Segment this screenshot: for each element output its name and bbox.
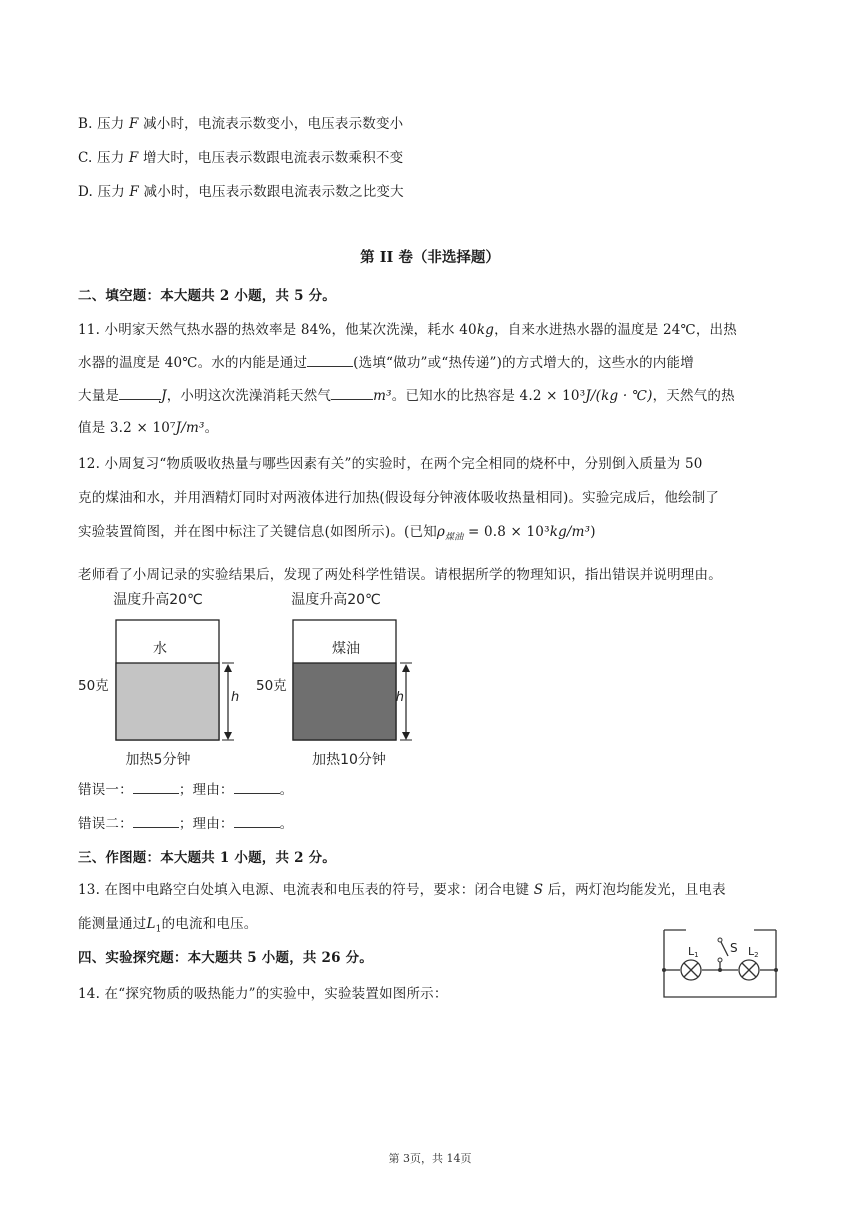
bottom-label-kerosene: 加热10分钟 bbox=[312, 752, 386, 768]
section2-heading: 二、填空题：本大题共 2 小题，共 5 分。 bbox=[78, 288, 336, 304]
option-b-text: 减小时，电流表示数变小，电压表示数变小 bbox=[138, 116, 404, 132]
error-line-2: 错误二： ；理由： 。 bbox=[78, 816, 294, 832]
label-switch: S bbox=[730, 941, 738, 955]
option-b-variable: F bbox=[129, 116, 139, 132]
q14-line1: 14. 在“探究物质的吸热能力”的实验中，实验装置如图所示： bbox=[78, 986, 448, 1002]
junction-dot bbox=[718, 968, 722, 972]
answer-blank[interactable] bbox=[133, 816, 179, 828]
answer-blank[interactable] bbox=[234, 782, 280, 794]
option-b-prefix: B. 压力 bbox=[78, 116, 129, 132]
arrow-head-up bbox=[224, 664, 232, 672]
height-label-water: h bbox=[231, 690, 240, 705]
section4-heading: 四、实验探究题：本大题共 5 小题，共 26 分。 bbox=[78, 950, 373, 966]
arrow-head-down bbox=[402, 732, 410, 740]
liquid-label-water: 水 bbox=[153, 641, 167, 657]
top-label-water: 温度升高20℃ bbox=[113, 592, 203, 608]
label-l2: L2 bbox=[748, 945, 759, 959]
arrow-head-down bbox=[224, 732, 232, 740]
q11-line2: 水器的温度是 40℃。水的内能是通过 (选填“做功”或“热传递”)的方式增大的，这些水的内能增 bbox=[78, 355, 694, 371]
answer-blank[interactable] bbox=[119, 388, 161, 400]
option-c-variable: F bbox=[128, 150, 139, 166]
switch-blade bbox=[720, 940, 728, 956]
label-l1: L1 bbox=[688, 945, 699, 959]
q12-line3: 实验装置简图，并在图中标注了关键信息(如图所示)。(已知$\rho_{煤油} = 0.8 \times 10^3kg/m^3$) bbox=[78, 524, 596, 543]
beaker-figure bbox=[74, 584, 414, 774]
beaker-water bbox=[78, 591, 239, 768]
mass-label-kerosene: 50克 bbox=[256, 678, 287, 694]
junction-dot bbox=[774, 968, 778, 972]
answer-blank[interactable] bbox=[307, 355, 353, 367]
option-c bbox=[78, 146, 403, 166]
q12-line2: 克的煤油和水，并用酒精灯同时对两液体进行加热(假设每分钟液体吸收热量相同)。实验完成后，他绘制了 bbox=[78, 490, 720, 506]
mass-label-water: 50克 bbox=[78, 678, 109, 694]
option-c-prefix: C. 压力 bbox=[78, 150, 129, 166]
junction-dot bbox=[662, 968, 666, 972]
q11-line1: 11. 小明家天然气热水器的热效率是 84%，他某次洗澡，耗水 40kg，自来水进热水器的温度是 24℃，出热 bbox=[78, 322, 737, 338]
option-d-variable: F bbox=[129, 184, 139, 200]
q13-line1: 13. 在图中电路空白处填入电源、电流表和电压表的符号，要求：闭合电键 S 后，两灯泡均能发光，且电表 bbox=[78, 882, 726, 898]
switch-contact bbox=[718, 958, 722, 962]
answer-blank[interactable] bbox=[133, 782, 179, 794]
circuit-diagram bbox=[658, 922, 782, 1002]
option-b bbox=[78, 112, 403, 132]
beaker-kerosene bbox=[256, 591, 412, 768]
liquid-label-kerosene: 煤油 bbox=[332, 641, 360, 657]
option-c-text: 增大时，电压表示数跟电流表示数乘积不变 bbox=[138, 150, 404, 166]
section3-heading: 三、作图题：本大题共 1 小题，共 2 分。 bbox=[78, 850, 336, 866]
option-d-text: 减小时，电压表示数跟电流表示数之比变大 bbox=[139, 184, 404, 200]
error-line-1: 错误一： ；理由： 。 bbox=[78, 782, 294, 798]
answer-blank[interactable] bbox=[331, 388, 373, 400]
q13-line2: 能测量通过$L_1$的电流和电压。 bbox=[78, 916, 258, 935]
answer-blank[interactable] bbox=[234, 816, 280, 828]
q12-line4: 老师看了小周记录的实验结果后，发现了两处科学性错误。请根据所学的物理知识，指出错误并说明理由。 bbox=[78, 567, 722, 583]
option-d bbox=[78, 180, 404, 200]
liquid-kerosene bbox=[293, 663, 396, 740]
bottom-label-water: 加热5分钟 bbox=[125, 752, 191, 768]
switch-contact bbox=[718, 938, 722, 942]
liquid-water bbox=[116, 663, 219, 740]
height-label-kerosene: h bbox=[395, 690, 404, 705]
top-label-kerosene: 温度升高20℃ bbox=[291, 592, 381, 608]
arrow-head-up bbox=[402, 664, 410, 672]
option-d-prefix: D. 压力 bbox=[78, 184, 130, 200]
q12-line1: 12. 小周复习“物质吸收热量与哪些因素有关”的实验时，在两个完全相同的烧杯中，分别倒入质量为 50 bbox=[78, 456, 703, 472]
q11-line4: 值是 3.2 × 10⁷J/m³。 bbox=[78, 420, 219, 436]
q11-line3: 大量是 J，小明这次洗澡消耗天然气 m³。已知水的比热容是 4.2 × 10³J/(kg · ℃)，天然气的热 bbox=[78, 388, 735, 404]
page-footer: 第 3页，共 14页 bbox=[388, 1152, 472, 1165]
part2-title: 第 II 卷（非选择题） bbox=[360, 249, 500, 266]
